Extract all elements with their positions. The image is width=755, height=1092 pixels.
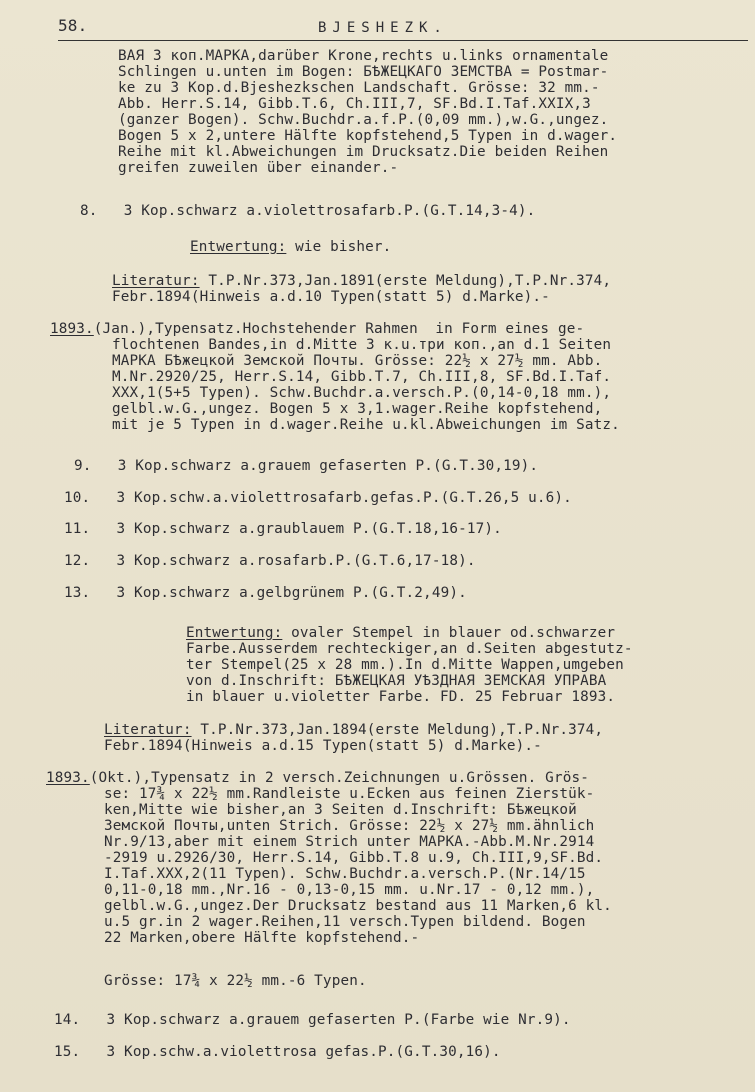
text-line: ke zu 3 Kop.d.Bjeshezkschen Landschaft. Grösse: 32 mm.- <box>118 80 600 96</box>
text-line: Abb. Herr.S.14, Gibb.T.6, Ch.III,7, SF.Bd.I.Taf.XXIX,3 <box>118 96 591 112</box>
stamp-entry: 11. 3 Kop.schwarz a.graublauem P.(G.T.18,16-17). <box>64 521 502 537</box>
text-line: M.Nr.2920/25, Herr.S.14, Gibb.T.7, Ch.III,8, SF.Bd.I.Taf. <box>112 369 612 385</box>
stamp-entry: 14. 3 Kop.schwarz a.grauem gefaserten P.(Farbe wie Nr.9). <box>54 1012 571 1028</box>
cancellation-note: in blauer u.violetter Farbe. FD. 25 Februar 1893. <box>186 689 616 705</box>
stamp-entry: 15. 3 Kop.schw.a.violettrosa gefas.P.(G.T.30,16). <box>54 1044 501 1060</box>
stamp-entry: 10. 3 Kop.schw.a.violettrosafarb.gefas.P.(G.T.26,5 u.6). <box>64 490 572 506</box>
text-line: se: 17¾ x 22½ mm.Randleiste u.Ecken aus feinen Zierstük- <box>104 786 595 802</box>
text-line: ken,Mitte wie bisher,an 3 Seiten d.Inschrift: Бѣжецкой <box>104 802 577 818</box>
text-line: МАРКА БѢжецкой Земской Почты. Grösse: 22½ x 27½ mm. Abb. <box>112 353 603 369</box>
underlined-heading: Entwertung: <box>186 625 283 641</box>
cancellation-note: Farbe.Ausserdem rechteckiger,an d.Seiten abgestutz- <box>186 641 633 657</box>
text-line: 1893.(Okt.),Typensatz in 2 versch.Zeichnungen u.Grössen. Grös- <box>46 770 589 786</box>
literature-line: Literatur: T.P.Nr.373,Jan.1891(erste Meldung),T.P.Nr.374, <box>112 273 612 289</box>
stamp-entry: 13. 3 Kop.schwarz a.gelbgrünem P.(G.T.2,49). <box>64 585 467 601</box>
underlined-heading: Literatur: <box>104 722 192 738</box>
size-note: Grösse: 17¾ x 22½ mm.-6 Typen. <box>104 973 367 989</box>
text-line: greifen zuweilen über einander.- <box>118 160 399 176</box>
text-line: mit je 5 Typen in d.wager.Reihe u.kl.Abweichungen im Satz. <box>112 417 620 433</box>
literature-line: Literatur: T.P.Nr.373,Jan.1894(erste Meldung),T.P.Nr.374, <box>104 722 604 738</box>
text-line: ВАЯ 3 коп.МАРКА,darüber Krone,rechts u.links ornamentale <box>118 48 609 64</box>
text-line: Reihe mit kl.Abweichungen im Drucksatz.Die beiden Reihen <box>118 144 609 160</box>
underlined-heading: Entwertung: <box>190 239 287 255</box>
text-line: I.Taf.XXX,2(11 Typen). Schw.Buchdr.a.versch.P.(Nr.14/15 <box>104 866 586 882</box>
text-line: 22 Marken,obere Hälfte kopfstehend.- <box>104 930 420 946</box>
literature-line: Febr.1894(Hinweis a.d.15 Typen(statt 5) d.Marke).- <box>104 738 542 754</box>
text-line: gelbl.w.G.,ungez.Der Drucksatz bestand aus 11 Marken,6 kl. <box>104 898 612 914</box>
text-line: 0,11-0,18 mm.,Nr.16 - 0,13-0,15 mm. u.Nr.17 - 0,12 mm.), <box>104 882 595 898</box>
text-line: Bogen 5 x 2,untere Hälfte kopfstehend,5 Typen in d.wager. <box>118 128 618 144</box>
text-line: Schlingen u.unten im Bogen: БѢЖЕЦКАГО ЗЕМСТВА = Postmar- <box>118 64 609 80</box>
stamp-entry: 9. 3 Kop.schwarz a.grauem gefaserten P.(G.T.30,19). <box>74 458 539 474</box>
literature-line: Febr.1894(Hinweis a.d.10 Typen(statt 5) d.Marke).- <box>112 289 550 305</box>
cancellation-note: ter Stempel(25 x 28 mm.).In d.Mitte Wappen,umgeben <box>186 657 624 673</box>
text-line: -2919 u.2926/30, Herr.S.14, Gibb.T.8 u.9, Ch.III,9,SF.Bd. <box>104 850 604 866</box>
underlined-heading: 1893. <box>50 321 94 337</box>
text-line: Земской Почты,unten Strich. Grösse: 22½ x 27½ mm.ähnlich <box>104 818 595 834</box>
cancellation-note: von d.Inschrift: БѢЖЕЦКАЯ УѢЗДНАЯ ЗЕМСКАЯ УПРАВА <box>186 673 607 689</box>
running-head: BJESHEZK. <box>318 20 448 36</box>
stamp-entry: 12. 3 Kop.schwarz a.rosafarb.P.(G.T.6,17-18). <box>64 553 476 569</box>
text-line: Nr.9/13,aber mit einem Strich unter МАРКА.-Abb.M.Nr.2914 <box>104 834 595 850</box>
text-line: flochtenen Bandes,in d.Mitte 3 к.u.три коп.,an d.1 Seiten <box>112 337 612 353</box>
underlined-heading: Literatur: <box>112 273 200 289</box>
text-line: XXX,1(5+5 Typen). Schw.Buchdr.a.versch.P.(0,14-0,18 mm.), <box>112 385 612 401</box>
cancellation-note: Entwertung: wie bisher. <box>190 239 392 255</box>
text-line: gelbl.w.G.,ungez. Bogen 5 x 3,1.wager.Reihe kopfstehend, <box>112 401 603 417</box>
text-line: u.5 gr.in 2 wager.Reihen,11 versch.Typen bildend. Bogen <box>104 914 586 930</box>
header-rule <box>58 40 748 41</box>
stamp-entry: 8. 3 Kop.schwarz a.violettrosafarb.P.(G.T.14,3-4). <box>80 203 536 219</box>
underlined-heading: 1893. <box>46 770 90 786</box>
cancellation-note: Entwertung: ovaler Stempel in blauer od.schwarzer <box>186 625 616 641</box>
page-number: 58. <box>58 16 88 35</box>
text-line: 1893.(Jan.),Typensatz.Hochstehender Rahmen in Form eines ge- <box>50 321 585 337</box>
text-line: (ganzer Bogen). Schw.Buchdr.a.f.P.(0,09 mm.),w.G.,ungez. <box>118 112 609 128</box>
